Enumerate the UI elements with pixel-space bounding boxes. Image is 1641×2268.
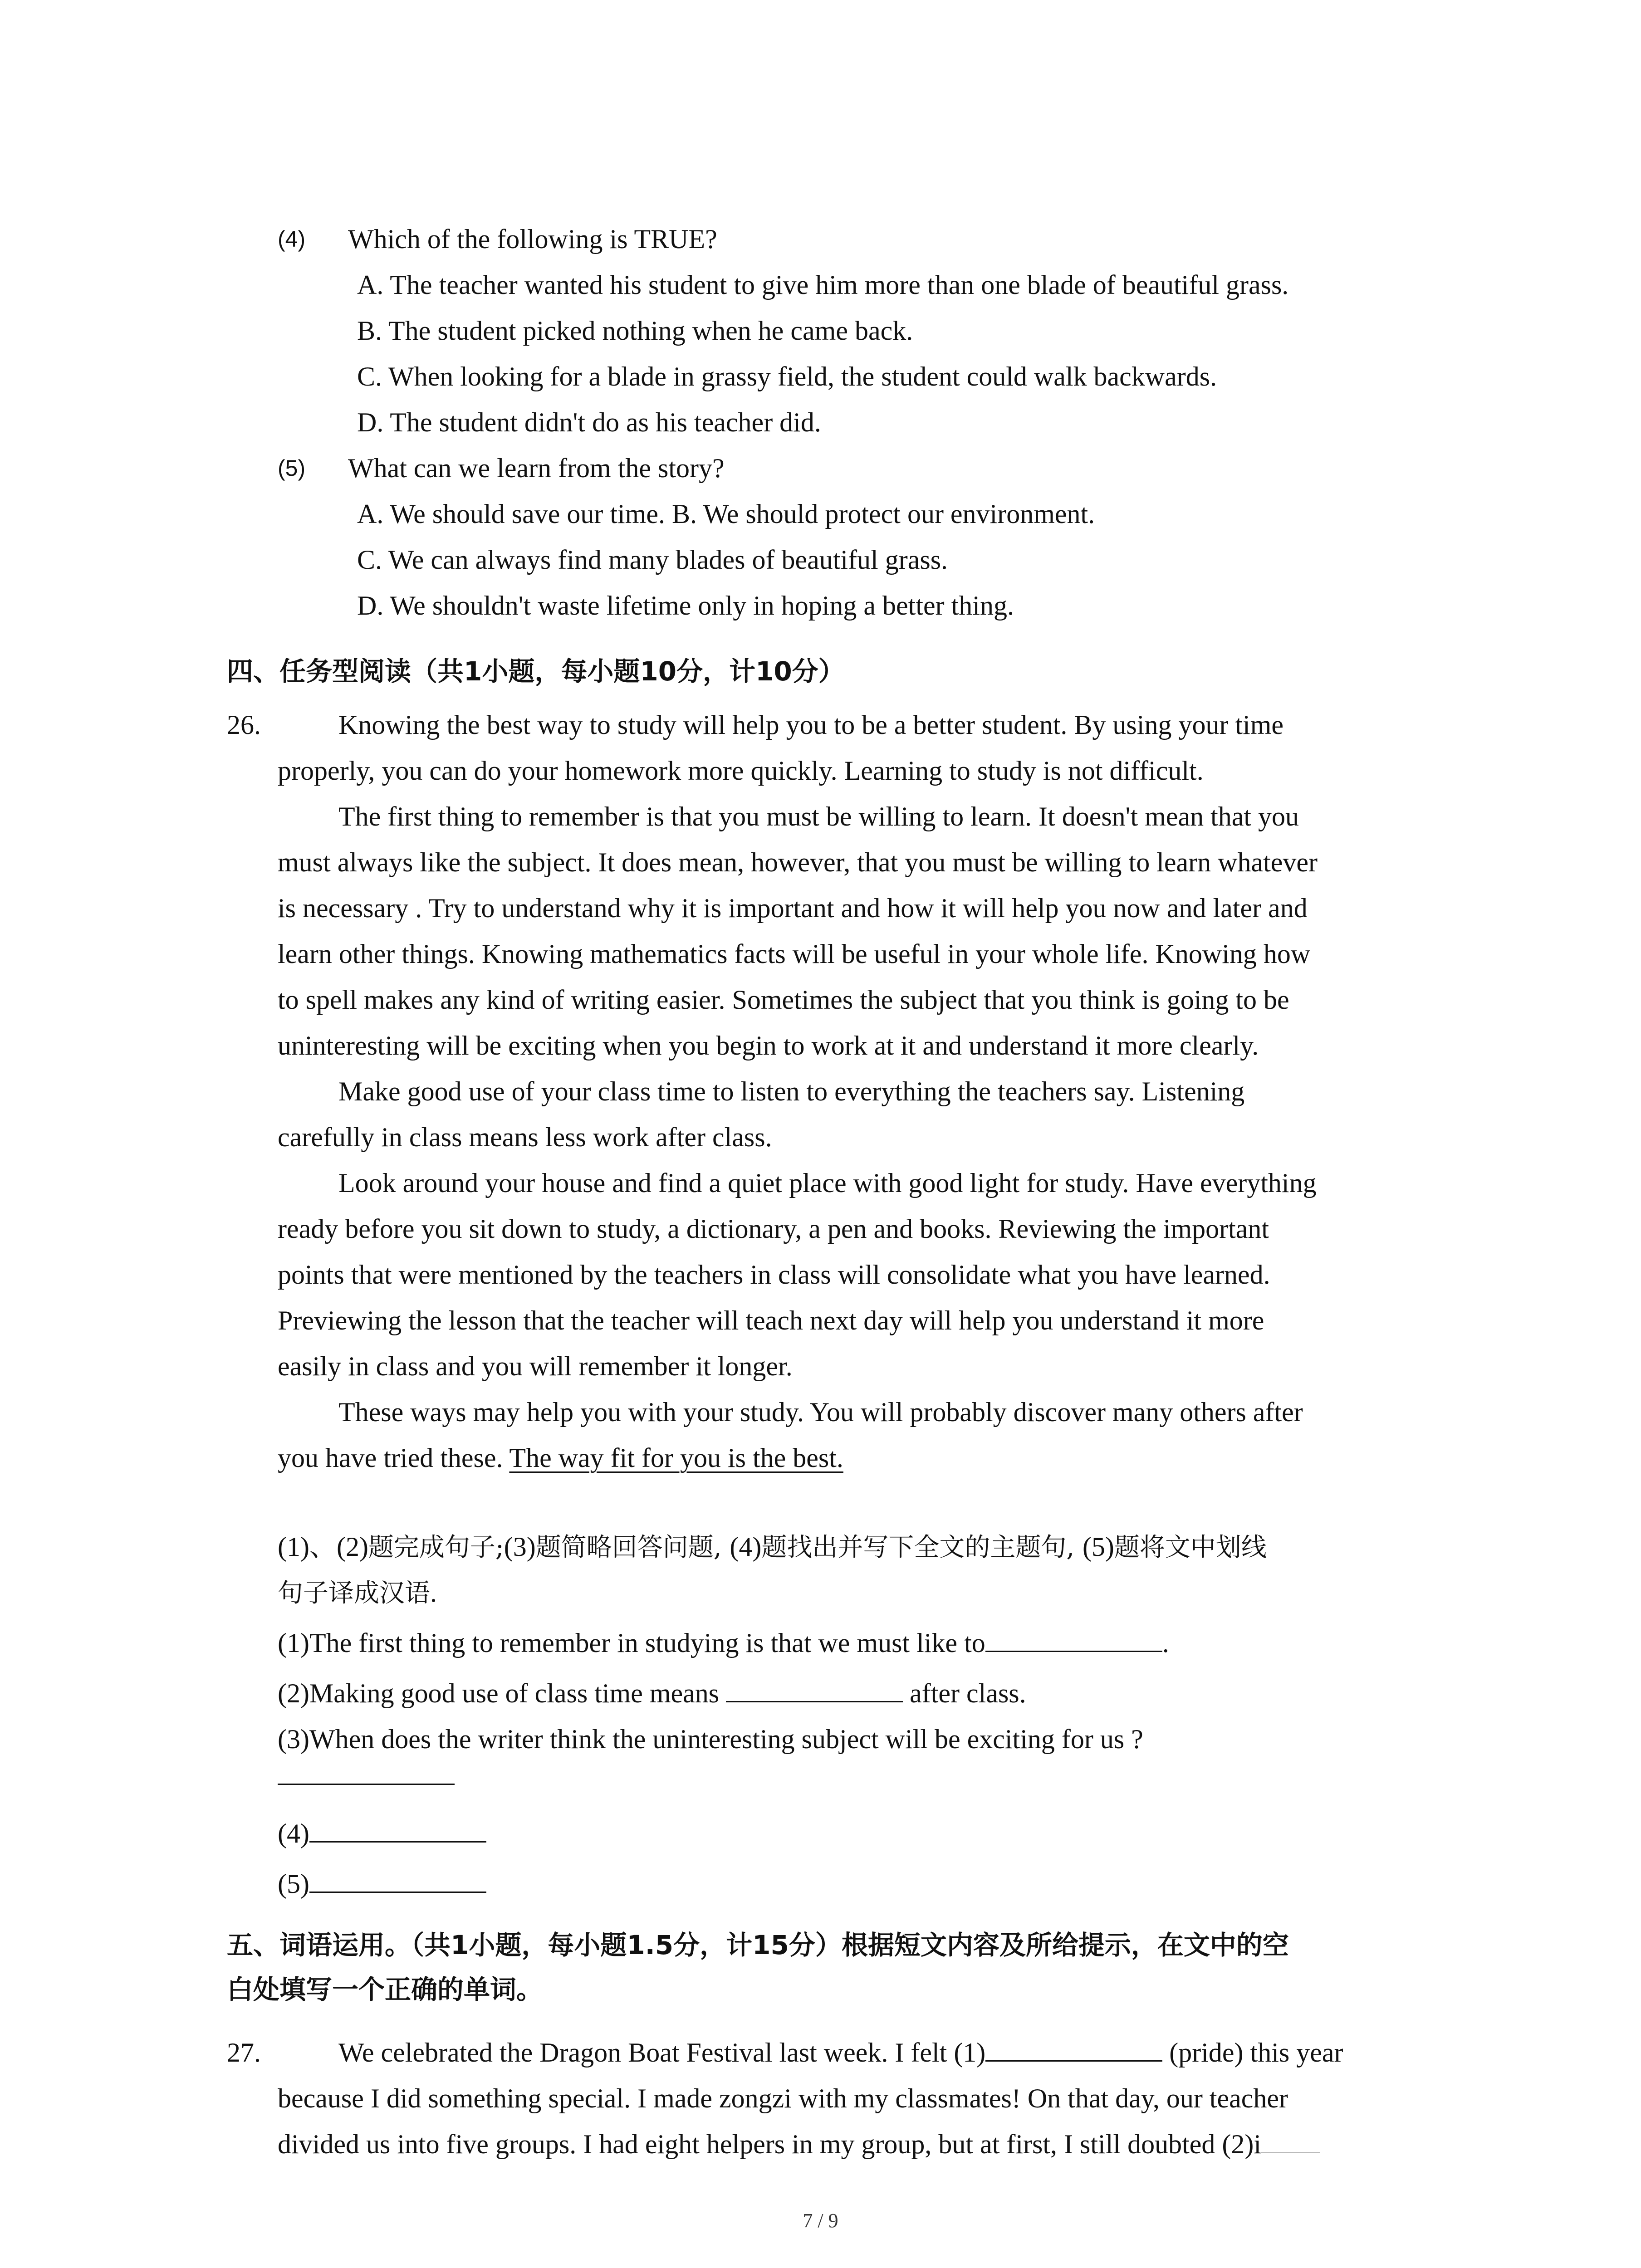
passage-line-3: The first thing to remember is that you must be willing to learn. It doesn't mean that you xyxy=(338,802,1299,831)
instructions-text-5: 句子译成汉语 xyxy=(278,1579,430,1608)
sub-question-5 xyxy=(278,1861,486,1906)
question-4-option-a: A. The teacher wanted his student to give him more than one blade of beautiful grass. xyxy=(357,270,1289,300)
instructions-period: . xyxy=(430,1578,437,1608)
sub-question-4 xyxy=(278,1811,486,1856)
passage-line-14: Previewing the lesson that the teacher will teach next day will help you understand it more xyxy=(278,1305,1264,1335)
instructions-text-2: 题简略回答问题, xyxy=(535,1533,730,1562)
question-4-stem: Which of the following is TRUE? xyxy=(348,224,717,254)
instructions-line-2 xyxy=(278,1570,437,1616)
passage-27-line-1-text: We celebrated the Dragon Boat Festival last week. I felt (1) xyxy=(338,2038,986,2068)
question-5-number: (5) xyxy=(278,455,306,481)
passage-line-4: must always like the subject. It does mean, however, that you must be willing to learn whatever xyxy=(278,847,1318,877)
answer-blank-27-2[interactable] xyxy=(1261,2124,1320,2153)
sub-question-1-text: (1)The first thing to remember in studying is that we must like to xyxy=(278,1628,985,1658)
question-4-option-d: D. The student didn't do as his teacher did. xyxy=(357,407,821,437)
answer-blank-2[interactable] xyxy=(726,1673,903,1702)
passage-line-2: properly, you can do your homework more quickly. Learning to study is not difficult. xyxy=(278,756,1204,786)
passage-line-16: These ways may help you with your study. You will probably discover many others after xyxy=(338,1397,1303,1427)
passage-line-6: learn other things. Knowing mathematics facts will be useful in your whole life. Knowing how xyxy=(278,939,1311,969)
sub-question-1 xyxy=(278,1620,1169,1666)
underlined-sentence: The way fit for you is the best. xyxy=(509,1443,843,1473)
question-5-option-c: C. We can always find many blades of beautiful grass. xyxy=(357,545,948,575)
instructions-text-4: 题将文中划线 xyxy=(1114,1533,1267,1562)
page-number: 7 / 9 xyxy=(803,2209,838,2232)
passage-27-line-1-hint: (pride) this year xyxy=(1162,2038,1343,2068)
instructions-line-1 xyxy=(278,1524,1267,1570)
passage-line-1: Knowing the best way to study will help you to be a better student. By using your time xyxy=(338,710,1284,740)
passage-27-line-2: because I did something special. I made zongzi with my classmates! On that day, our teacher xyxy=(278,2083,1288,2113)
passage-line-15: easily in class and you will remember it longer. xyxy=(278,1351,793,1381)
passage-line-8: uninteresting will be exciting when you begin to work at it and understand it more clearly. xyxy=(278,1031,1259,1061)
sub-question-1-period: . xyxy=(1162,1628,1169,1658)
passage-27-line-3 xyxy=(278,2121,1320,2167)
question-27-number: 27. xyxy=(227,2038,261,2068)
instructions-q4: (4) xyxy=(730,1532,762,1562)
section-5-heading-line-1: 五、词语运用。（共1小题，每小题1.5分，计15分）根据短文内容及所给提示，在文中的空 xyxy=(227,1930,1289,1960)
question-5-option-d: D. We shouldn't waste lifetime only in hoping a better thing. xyxy=(357,591,1014,621)
section-5-heading-line-2: 白处填写一个正确的单词。 xyxy=(227,1974,543,2005)
question-5-stem: What can we learn from the story? xyxy=(348,453,725,483)
passage-last-line-prefix: you have tried these. xyxy=(278,1443,509,1473)
passage-line-7: to spell makes any kind of writing easier. Sometimes the subject that you think is going to be xyxy=(278,985,1289,1015)
instructions-q1-2: (1)、(2) xyxy=(278,1532,368,1562)
answer-blank-1[interactable] xyxy=(985,1623,1162,1652)
sub-question-3: (3)When does the writer think the uninteresting subject will be exciting for us ? xyxy=(278,1724,1143,1754)
sub-question-2 xyxy=(278,1671,1026,1716)
passage-line-12: ready before you sit down to study, a dictionary, a pen and books. Reviewing the important xyxy=(278,1214,1269,1244)
passage-line-10: carefully in class means less work after class. xyxy=(278,1122,772,1152)
passage-line-17 xyxy=(278,1435,843,1481)
passage-27-line-1 xyxy=(338,2030,1343,2075)
question-4-number: (4) xyxy=(278,226,306,252)
question-4-option-b: B. The student picked nothing when he came back. xyxy=(357,316,913,346)
answer-blank-5[interactable] xyxy=(309,1863,486,1893)
instructions-text-3: 题找出并写下全文的主题句, xyxy=(761,1533,1083,1562)
passage-line-13: points that were mentioned by the teachers in class will consolidate what you have learned. xyxy=(278,1260,1270,1290)
instructions-q3: (3) xyxy=(504,1532,536,1562)
sub-question-4-label: (4) xyxy=(278,1818,309,1848)
answer-blank-4[interactable] xyxy=(309,1813,486,1843)
question-4-option-c: C. When looking for a blade in grassy field, the student could walk backwards. xyxy=(357,362,1217,391)
passage-27-line-3-text: divided us into five groups. I had eight helpers in my group, but at first, I still doubted (2)i xyxy=(278,2129,1261,2159)
passage-line-5: is necessary . Try to understand why it is important and how it will help you now and later and xyxy=(278,893,1308,923)
answer-blank-27-1[interactable] xyxy=(985,2032,1162,2062)
answer-blank-3[interactable] xyxy=(278,1784,455,1785)
sub-question-2-text: (2)Making good use of class time means xyxy=(278,1678,726,1708)
instructions-q5: (5) xyxy=(1082,1532,1114,1562)
sub-question-2-suffix: after class. xyxy=(903,1678,1026,1708)
passage-line-9: Make good use of your class time to listen to everything the teachers say. Listening xyxy=(338,1076,1245,1106)
passage-line-11: Look around your house and find a quiet place with good light for study. Have everything xyxy=(338,1168,1317,1198)
section-4-heading: 四、任务型阅读（共1小题，每小题10分，计10分） xyxy=(227,656,845,687)
question-26-number: 26. xyxy=(227,710,261,740)
sub-question-5-label: (5) xyxy=(278,1869,309,1899)
question-5-option-ab: A. We should save our time. B. We should protect our environment. xyxy=(357,499,1095,529)
instructions-text-1: 题完成句子; xyxy=(368,1533,504,1562)
